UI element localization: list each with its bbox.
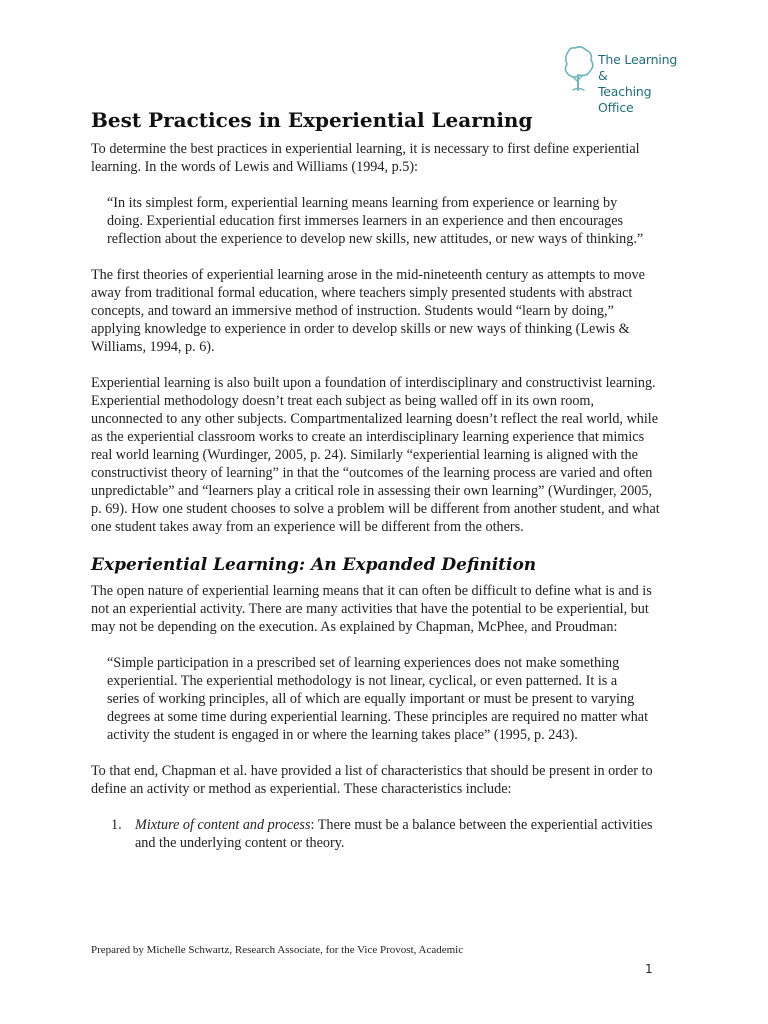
paragraph-interdisciplinary: Experiential learning is also built upon a foundation of interdisciplinary and constructivist learning. Experiential methodology doesn’t treat each subject as being walled off in its own room, unconnected to any other subjects. Compartmentalized learning doesn’t reflect the real world, while as the experiential classroom works to create an interdisciplinary learning experience that mimics real world learning (Wurdinger, 2005, p. 24). Similarly “experiential learning is aligned with the constructivist theory of learning” in that the “outcomes of the learning process are varied and often unpredictable” and “learners play a critical role in assessing their own learning” (Wurdinger, 2005, p. 69). How one student chooses to solve a problem will be different from another student, and what one student takes away from an experience will be different from the others.: [91, 375, 660, 535]
logo: [560, 44, 690, 115]
logo-line-1: The Learning &: [598, 52, 678, 83]
paragraph-characteristics: To that end, Chapman et al. have provided a list of characteristics that should be present in order to define an activity or method as experiential. These characteristics include:: [91, 763, 653, 797]
list-item-term: Mixture of content and process: [135, 817, 311, 833]
list-item-text: : There must be a balance between the experiential activities and the underlying content or theory.: [135, 817, 653, 851]
paragraph-history: The first theories of experiential learning arose in the mid-nineteenth century as attempts to move away from traditional formal education, where teachers simply presented students with abstract concepts, and toward an immersive method of instruction. Students would “learn by doing,” applying knowledge to experience in order to develop skills or new ways of thinking (Lewis & Williams, 1994, p. 6).: [91, 267, 645, 355]
footer: Prepared by Michelle Schwartz, Research Associate, for the Vice Provost, Academic: [91, 944, 464, 956]
block-quote-chapman: “Simple participation in a prescribed set of learning experiences does not make something experiential. The experiential methodology is not linear, cyclical, or even patterned. It is a series of working principles, all of which are equally important or must be present to varying degrees at some time during experiential learning. These principles are required no matter what activity the student is engaged in or where the learning takes place” (1995, p. 243).: [107, 655, 649, 743]
document-body: [91, 108, 661, 852]
list-item: [111, 816, 661, 852]
list-item-content: [135, 816, 661, 852]
block-quote-lewis-williams: “In its simplest form, experiential learning means learning from experience or learning by doing. Experiential education first immerses learners in an experience and then encourages reflection about the experience to develop new skills, new attitudes, or new ways of thinking.”: [107, 195, 644, 247]
logo-line-2: Teaching Office: [598, 84, 652, 115]
characteristics-list: [91, 816, 661, 852]
page-number: 1: [645, 962, 653, 976]
logo-text: [598, 52, 690, 116]
intro-paragraph: To determine the best practices in experiential learning, it is necessary to first define experiential learning. In the words of Lewis and Williams (1994, p.5):: [91, 141, 640, 175]
paragraph-open-nature: The open nature of experiential learning means that it can often be difficult to define what is and is not an experiential activity. There are many activities that have the potential to be experiential, but may not be depending on the execution. As explained by Chapman, McPhee, and Proudman:: [91, 583, 652, 635]
list-item-number: 1.: [111, 817, 122, 833]
section-heading-expanded-definition: Experiential Learning: An Expanded Definition: [91, 555, 537, 575]
tree-icon: [560, 44, 596, 92]
page-title: Best Practices in Experiential Learning: [91, 108, 533, 132]
